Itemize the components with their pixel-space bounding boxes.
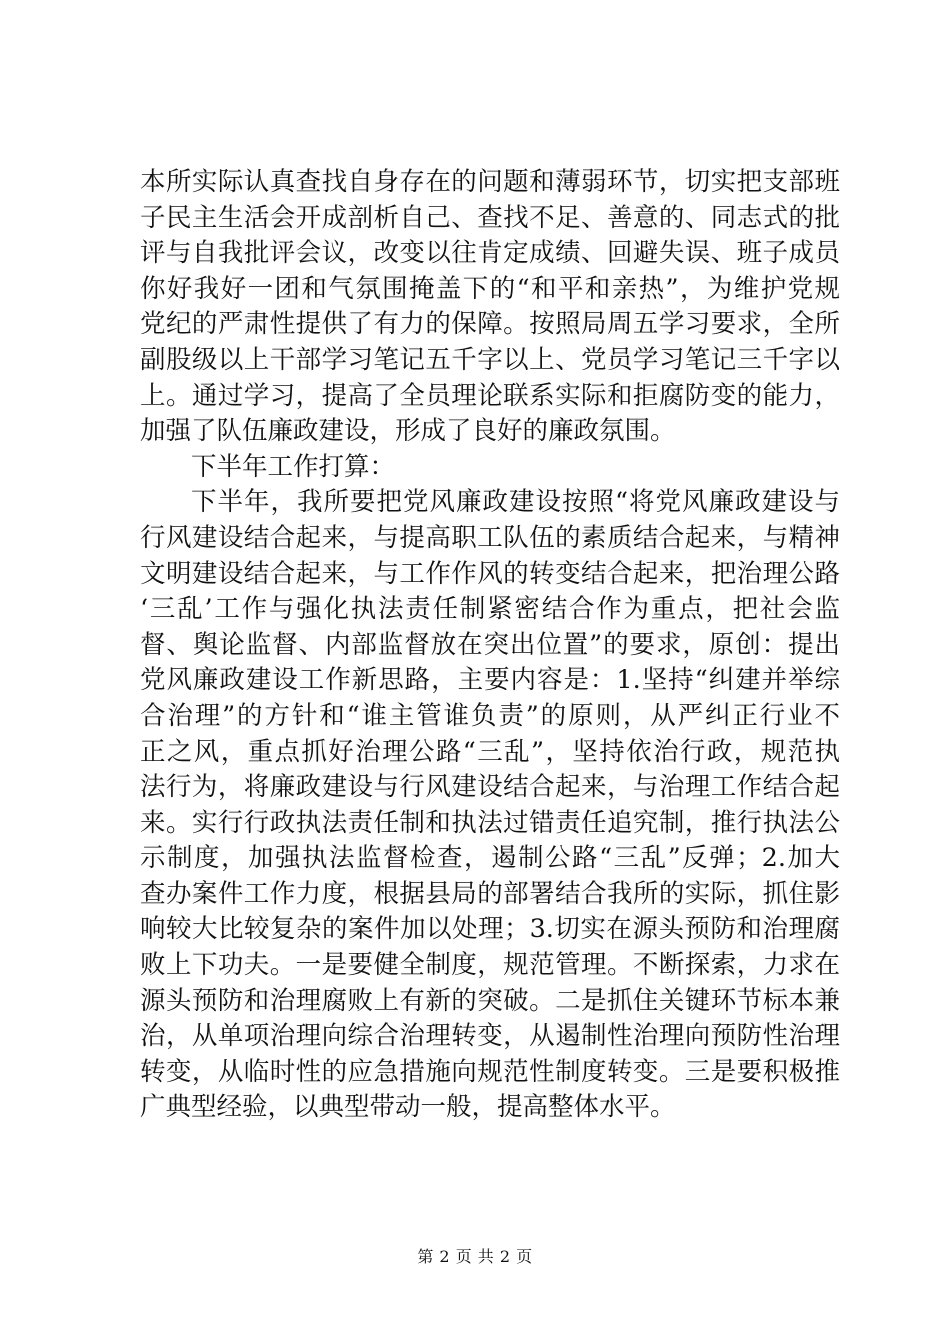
text-line: 转变，从临时性的应急措施向规范性制度转变。三是要积极推 <box>140 1056 840 1087</box>
text-line: 加强了队伍廉政建设，形成了良好的廉政氛围。 <box>140 416 676 447</box>
text-line: 法行为，将廉政建设与行风建设结合起来，与治理工作结合起 <box>140 772 840 803</box>
paragraph-2 <box>140 485 840 1126</box>
text-line: 广典型经验，以典型带动一般，提高整体水平。 <box>140 1092 676 1123</box>
text-line: 督、舆论监督、内部监督放在突出位置”的要求，原创：提出 <box>140 629 840 660</box>
text-line: 副股级以上干部学习笔记五千字以上、党员学习笔记三千字以 <box>140 344 840 375</box>
text-line: 你好我好一团和气氛围掩盖下的“和平和亲热”，为维护党规 <box>140 273 840 304</box>
section-heading: 下半年工作打算： <box>191 451 396 482</box>
text-line: 评与自我批评会议，改变以往肯定成绩、回避失误、班子成员 <box>140 238 840 269</box>
page-number: 第 2 页 共 2 页 <box>417 1247 533 1266</box>
text-line: 响较大比较复杂的案件加以处理；3.切实在源头预防和治理腐 <box>140 914 840 945</box>
text-line: 下半年，我所要把党风廉政建设按照“将党风廉政建设与 <box>191 487 840 518</box>
text-line: 上。通过学习，提高了全员理论联系实际和拒腐防变的能力， <box>140 380 840 411</box>
text-line: ‘三乱’工作与强化执法责任制紧密结合作为重点，把社会监 <box>140 594 840 625</box>
paragraph-1 <box>140 165 840 450</box>
text-line: 党风廉政建设工作新思路，主要内容是：1.坚持“纠建并举综 <box>140 665 840 696</box>
text-line: 文明建设结合起来，与工作作风的转变结合起来，把治理公路 <box>140 558 840 589</box>
text-line: 正之风，重点抓好治理公路“三乱”，坚持依治行政，规范执 <box>140 736 840 767</box>
document-body <box>140 165 840 1126</box>
text-line: 查办案件工作力度，根据县局的部署结合我所的实际，抓住影 <box>140 878 840 909</box>
text-line: 败上下功夫。一是要健全制度，规范管理。不断探索，力求在 <box>140 950 840 981</box>
text-line: 行风建设结合起来，与提高职工队伍的素质结合起来，与精神 <box>140 522 840 553</box>
text-line: 合治理”的方针和“谁主管谁负责”的原则，从严纠正行业不 <box>140 700 840 731</box>
text-line: 治，从单项治理向综合治理转变，从遏制性治理向预防性治理 <box>140 1021 840 1052</box>
text-line: 示制度，加强执法监督检查，遏制公路“三乱”反弹；2.加大 <box>140 843 840 874</box>
text-line: 源头预防和治理腐败上有新的突破。二是抓住关键环节标本兼 <box>140 985 840 1016</box>
text-line: 子民主生活会开成剖析自己、查找不足、善意的、同志式的批 <box>140 202 840 233</box>
text-line: 来。实行行政执法责任制和执法过错责任追究制，推行执法公 <box>140 807 840 838</box>
text-line: 党纪的严肃性提供了有力的保障。按照局周五学习要求，全所 <box>140 309 840 340</box>
text-line: 本所实际认真查找自身存在的问题和薄弱环节，切实把支部班 <box>140 167 840 197</box>
